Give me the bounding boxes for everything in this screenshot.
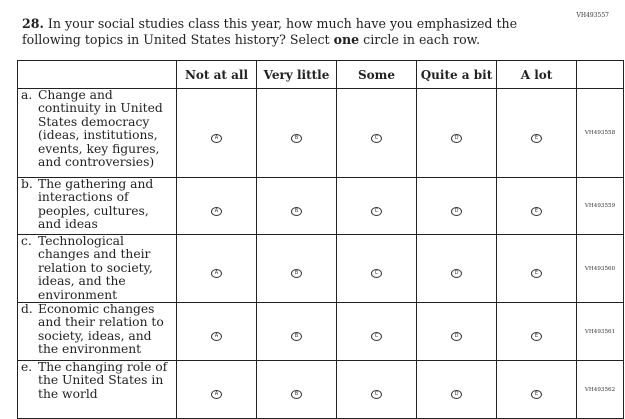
radio-c[interactable]: C: [371, 390, 382, 399]
radio-b[interactable]: B: [291, 134, 302, 143]
radio-a[interactable]: A: [211, 332, 222, 341]
header-quite-a-bit: Quite a bit: [417, 61, 497, 89]
row-text: Economic changes and their relation to society, ideas, and the environment: [38, 302, 164, 357]
header-blank: [18, 61, 177, 89]
radio-c[interactable]: C: [371, 207, 382, 216]
row-code: VH493560: [577, 235, 624, 303]
radio-d[interactable]: D: [451, 207, 462, 216]
row-letter: c.: [21, 234, 32, 248]
row-letter: d.: [21, 302, 33, 317]
radio-a[interactable]: A: [211, 134, 222, 143]
row-letter: e.: [21, 360, 33, 375]
radio-d[interactable]: D: [451, 134, 462, 143]
row-label: [18, 89, 177, 178]
row-label: [18, 303, 177, 361]
header-a-lot: A lot: [497, 61, 577, 89]
form-code: VH493557: [576, 12, 609, 19]
row-label: [18, 178, 177, 235]
radio-e[interactable]: E: [531, 207, 542, 216]
radio-d[interactable]: D: [451, 390, 462, 399]
row-text: The gathering and interactions of peoples, cultures, and ideas: [38, 177, 154, 232]
row-letter: a.: [21, 88, 33, 102]
question-text-end: circle in each row.: [359, 32, 480, 47]
row-code: VH493558: [577, 89, 624, 178]
header-not-at-all: Not at all: [177, 61, 257, 89]
row-text: Change and continuity in United States democracy (ideas, institutions, events, key figures, and controversies): [38, 88, 163, 170]
radio-a[interactable]: A: [211, 269, 222, 278]
question-text-start: In your social studies class this year, how much have you emphasized the following topics in United States history? Select: [22, 16, 518, 47]
table-row: [18, 303, 624, 361]
header-some: Some: [337, 61, 417, 89]
radio-b[interactable]: B: [291, 390, 302, 399]
response-grid: [17, 60, 624, 419]
radio-c[interactable]: C: [371, 269, 382, 278]
row-code: VH493561: [577, 303, 624, 361]
radio-d[interactable]: D: [451, 269, 462, 278]
question-number: 28.: [22, 16, 44, 31]
radio-c[interactable]: C: [371, 332, 382, 341]
radio-b[interactable]: B: [291, 332, 302, 341]
header-code-blank: [577, 61, 624, 89]
row-label: [18, 361, 177, 419]
table-row: [18, 235, 624, 303]
table-row: [18, 89, 624, 178]
radio-b[interactable]: B: [291, 207, 302, 216]
row-text: The changing role of the United States in the world: [38, 360, 168, 401]
row-label: [18, 235, 177, 303]
radio-e[interactable]: E: [531, 269, 542, 278]
radio-b[interactable]: B: [291, 269, 302, 278]
radio-e[interactable]: E: [531, 134, 542, 143]
radio-c[interactable]: C: [371, 134, 382, 143]
row-text: Technological changes and their relation to society, ideas, and the environment: [38, 234, 153, 302]
question-text: [22, 16, 562, 48]
radio-a[interactable]: A: [211, 390, 222, 399]
row-letter: b.: [21, 177, 33, 191]
row-code: VH493562: [577, 361, 624, 419]
row-code: VH493559: [577, 178, 624, 235]
table-row: [18, 178, 624, 235]
radio-d[interactable]: D: [451, 332, 462, 341]
radio-e[interactable]: E: [531, 390, 542, 399]
radio-e[interactable]: E: [531, 332, 542, 341]
question-emphasis: one: [333, 32, 360, 47]
header-row: [18, 61, 624, 89]
header-very-little: Very little: [257, 61, 337, 89]
radio-a[interactable]: A: [211, 207, 222, 216]
table-row: [18, 361, 624, 419]
